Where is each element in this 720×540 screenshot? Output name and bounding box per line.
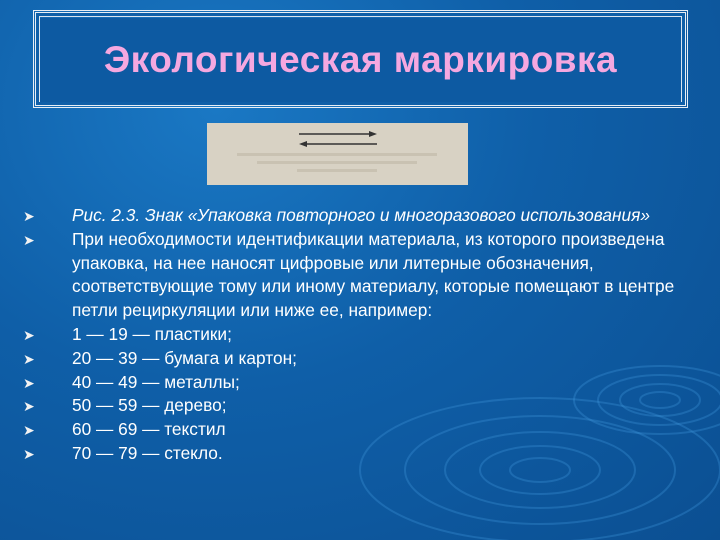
arrow-bullet-icon: ➤ [23,445,35,462]
arrow-bullet-icon: ➤ [23,350,35,367]
list-item: ➤ 1 — 19 — пластики; [23,323,693,347]
arrow-bullet-icon: ➤ [23,374,35,391]
title-banner [40,18,681,102]
list-item: ➤ 40 — 49 — металлы; [23,371,693,395]
list-item: ➤ 60 — 69 — текстил [23,418,693,442]
list-item: ➤ 20 — 39 — бумага и картон; [23,347,693,371]
arrow-bullet-icon: ➤ [23,208,35,224]
page-title: Экологическая маркировка [103,39,618,80]
arrow-bullet-icon: ➤ [23,231,35,248]
list-item: ➤ 70 — 79 — стекло. [23,442,693,466]
bullet-list [23,204,693,466]
list-item: ➤ При необходимости идентификации материала, из которого произведена упаковка, на нее наносят цифровые или литерные обозначения, соответствующие тому или иному материалу, которые помещают в центре петли рециркуляции или ниже ее, например: [23,228,675,321]
arrow-bullet-icon: ➤ [23,422,35,439]
arrow-bullet-icon: ➤ [23,326,35,343]
recycle-arrows-figure [207,123,468,185]
arrow-bullet-icon: ➤ [23,398,35,415]
list-item: ➤ 50 — 59 — дерево; [23,394,693,418]
double-arrow-icon [207,123,468,185]
list-item: ➤ Рис. 2.3. Знак «Упаковка повторного и многоразового использования» [23,204,693,228]
